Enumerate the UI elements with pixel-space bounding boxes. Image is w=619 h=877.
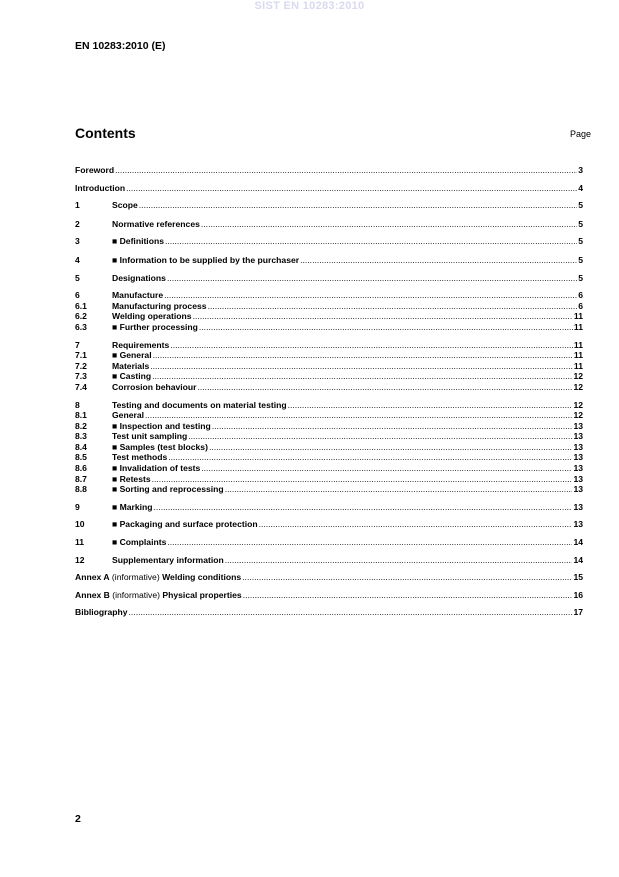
watermark: SIST EN 10283:2010 (254, 0, 365, 12)
toc-entry[interactable] (75, 431, 583, 442)
table-of-contents (75, 165, 583, 618)
toc-entry-number: 9 (75, 501, 80, 512)
toc-entry-number: 8.1 (75, 410, 87, 421)
toc-entry-title: Normative references (112, 218, 200, 229)
toc-entry-number: 8 (75, 399, 80, 410)
toc-entry[interactable] (75, 555, 583, 566)
toc-entry-page: 6 (578, 300, 583, 311)
toc-dot-leader (208, 301, 578, 312)
toc-entry-title: ■ Complaints (112, 537, 167, 548)
toc-entry-number: 10 (75, 519, 85, 530)
toc-entry[interactable] (75, 322, 583, 333)
toc-entry-page: 11 (573, 311, 583, 322)
toc-entry[interactable] (75, 236, 583, 247)
toc-entry-title: Requirements (112, 339, 170, 350)
toc-entry-title: Manufacture (112, 290, 164, 301)
toc-entry-title: ■ Definitions (112, 236, 164, 247)
toc-entry-number: 7.1 (75, 350, 87, 361)
toc-entry-title: Testing and documents on material testing (112, 399, 287, 410)
toc-entry-title: Test methods (112, 452, 168, 463)
toc-dot-leader (164, 290, 577, 301)
toc-entry[interactable] (75, 382, 583, 393)
toc-entry[interactable] (75, 219, 583, 230)
toc-entry[interactable] (75, 273, 583, 284)
toc-entry-title: ■ Sorting and reprocessing (112, 484, 224, 495)
toc-entry-number: 4 (75, 254, 80, 265)
toc-dot-leader (168, 452, 572, 463)
toc-dot-leader (153, 350, 573, 361)
toc-entry-title-part: Annex A (75, 572, 110, 583)
toc-entry-number: 6.1 (75, 300, 87, 311)
toc-entry-page: 13 (573, 452, 583, 463)
toc-entry-title: Corrosion behaviour (112, 381, 197, 392)
toc-entry-number: 6.3 (75, 321, 87, 332)
toc-entry-page: 5 (578, 218, 583, 229)
toc-entry-title: Supplementary information (112, 554, 224, 565)
toc-entry-title: Bibliography (75, 607, 128, 618)
toc-entry-title: ■ Casting (112, 371, 152, 382)
toc-entry-page: 17 (573, 607, 583, 618)
toc-dot-leader (243, 590, 573, 601)
toc-entry-page: 13 (573, 441, 583, 452)
toc-dot-leader (201, 219, 577, 230)
toc-dot-leader (167, 273, 577, 284)
toc-entry-number: 3 (75, 236, 80, 247)
toc-entry[interactable] (75, 474, 583, 485)
toc-entry-title: Introduction (75, 182, 126, 193)
toc-entry-title-part: Annex B (75, 589, 110, 600)
toc-entry-page: 12 (573, 381, 583, 392)
toc-dot-leader (129, 607, 573, 618)
toc-dot-leader (288, 400, 573, 411)
page-column-label: Page (570, 129, 592, 139)
toc-entry[interactable] (75, 311, 583, 322)
toc-entry[interactable] (75, 519, 583, 530)
toc-dot-leader (209, 442, 573, 453)
toc-entry-number: 8.5 (75, 452, 87, 463)
toc-entry-number: 8.6 (75, 463, 87, 474)
toc-entry-number: 8.3 (75, 431, 87, 442)
toc-entry-title: ■ Information to be supplied by the purchaser (112, 254, 300, 265)
toc-entry-page: 14 (573, 537, 583, 548)
toc-dot-leader (126, 183, 577, 194)
toc-entry-page: 5 (578, 236, 583, 247)
toc-entry-page: 11 (573, 350, 583, 361)
toc-entry-title: Welding operations (112, 311, 192, 322)
toc-entry-page: 13 (573, 431, 583, 442)
toc-entry-page: 11 (573, 360, 583, 371)
toc-entry[interactable] (75, 590, 583, 601)
toc-entry[interactable] (75, 371, 583, 382)
toc-entry-page: 15 (573, 572, 583, 583)
toc-entry-number: 8.2 (75, 420, 87, 431)
toc-entry[interactable] (75, 400, 583, 411)
toc-entry-page: 5 (578, 254, 583, 265)
toc-entry-title (75, 572, 241, 583)
toc-entry-number: 5 (75, 272, 80, 283)
toc-entry-title: ■ Retests (112, 473, 151, 484)
toc-entry-page: 14 (573, 554, 583, 565)
toc-entry-title: ■ Samples (test blocks) (112, 441, 208, 452)
toc-entry-number: 7 (75, 339, 80, 350)
toc-entry-title: ■ Further processing (112, 321, 198, 332)
toc-dot-leader (201, 463, 572, 474)
toc-dot-leader (167, 537, 572, 548)
toc-entry-title: Scope (112, 200, 138, 211)
toc-entry-number: 8.8 (75, 484, 87, 495)
toc-entry[interactable] (75, 200, 583, 211)
toc-entry-number: 7.2 (75, 360, 87, 371)
toc-dot-leader (212, 421, 573, 432)
toc-entry[interactable] (75, 572, 583, 583)
toc-entry-page: 13 (573, 463, 583, 474)
toc-dot-leader (150, 361, 573, 372)
toc-dot-leader (199, 322, 573, 333)
toc-entry-page: 12 (573, 410, 583, 421)
toc-entry[interactable] (75, 183, 583, 194)
page-number: 2 (75, 813, 81, 825)
toc-entry-title: ■ Packaging and surface protection (112, 519, 258, 530)
toc-entry-number: 7.3 (75, 371, 87, 382)
toc-entry-page: 4 (578, 182, 583, 193)
toc-dot-leader (154, 502, 573, 513)
toc-entry-number: 2 (75, 218, 80, 229)
toc-entry-title: ■ Marking (112, 501, 153, 512)
toc-dot-leader (152, 474, 573, 485)
toc-entry[interactable] (75, 421, 583, 432)
toc-entry[interactable] (75, 165, 583, 176)
toc-dot-leader (225, 555, 573, 566)
toc-entry-number: 8.7 (75, 473, 87, 484)
toc-dot-leader (165, 236, 577, 247)
toc-entry-title: General (112, 410, 145, 421)
toc-entry-title (75, 590, 242, 601)
toc-entry[interactable] (75, 340, 583, 351)
toc-entry-number: 7.4 (75, 381, 87, 392)
toc-dot-leader (145, 410, 572, 421)
toc-entry-title: Manufacturing process (112, 300, 207, 311)
toc-entry-title: ■ Inspection and testing (112, 420, 211, 431)
toc-entry[interactable] (75, 442, 583, 453)
toc-entry[interactable] (75, 350, 583, 361)
toc-entry[interactable] (75, 361, 583, 372)
toc-dot-leader (225, 484, 573, 495)
toc-dot-leader (198, 382, 573, 393)
toc-entry-page: 3 (578, 165, 583, 175)
toc-entry[interactable] (75, 290, 583, 301)
toc-entry-page: 11 (573, 321, 583, 332)
toc-entry-page: 13 (573, 484, 583, 495)
toc-entry-page: 12 (573, 399, 583, 410)
toc-entry[interactable] (75, 452, 583, 463)
toc-entry[interactable] (75, 463, 583, 474)
toc-entry[interactable] (75, 502, 583, 513)
toc-entry-title-part: (informative) (109, 589, 163, 600)
toc-entry-number: 6.2 (75, 311, 87, 322)
toc-entry[interactable] (75, 484, 583, 495)
toc-dot-leader (139, 200, 577, 211)
toc-entry-title-part: Welding conditions (162, 572, 242, 583)
document-id: EN 10283:2010 (E) (75, 40, 166, 52)
toc-entry-title: ■ General (112, 350, 152, 361)
toc-entry-title: Foreword (75, 165, 115, 175)
toc-entry-page: 13 (573, 519, 583, 530)
toc-entry-number: 8.4 (75, 441, 87, 452)
toc-dot-leader (115, 165, 577, 176)
toc-entry-page: 16 (573, 589, 583, 600)
toc-entry[interactable] (75, 301, 583, 312)
toc-dot-leader (242, 572, 572, 583)
toc-dot-leader (188, 431, 572, 442)
toc-entry-title-part: (informative) (109, 572, 163, 583)
toc-entry-page: 13 (573, 501, 583, 512)
toc-entry[interactable] (75, 410, 583, 421)
toc-entry-title-part: Physical properties (162, 589, 242, 600)
toc-entry-page: 5 (578, 200, 583, 211)
toc-entry-page: 11 (573, 339, 583, 350)
toc-entry-number: 6 (75, 290, 80, 301)
toc-dot-leader (193, 311, 573, 322)
toc-entry-title: Designations (112, 272, 166, 283)
toc-dot-leader (170, 340, 573, 351)
page-title: Contents (75, 125, 136, 141)
toc-entry[interactable] (75, 537, 583, 548)
toc-dot-leader (152, 371, 572, 382)
toc-entry-page: 13 (573, 420, 583, 431)
toc-entry-page: 13 (573, 473, 583, 484)
toc-entry-number: 12 (75, 554, 85, 565)
toc-entry-title: Test unit sampling (112, 431, 188, 442)
toc-entry-page: 6 (578, 290, 583, 301)
toc-entry-page: 12 (573, 371, 583, 382)
toc-dot-leader (259, 519, 573, 530)
toc-entry-title: ■ Invalidation of tests (112, 463, 201, 474)
toc-dot-leader (300, 255, 577, 266)
toc-entry-number: 1 (75, 200, 80, 211)
toc-entry-number: 11 (75, 537, 85, 548)
toc-entry[interactable] (75, 255, 583, 266)
toc-entry-title: Materials (112, 360, 150, 371)
toc-entry-page: 5 (578, 272, 583, 283)
toc-entry[interactable] (75, 607, 583, 618)
